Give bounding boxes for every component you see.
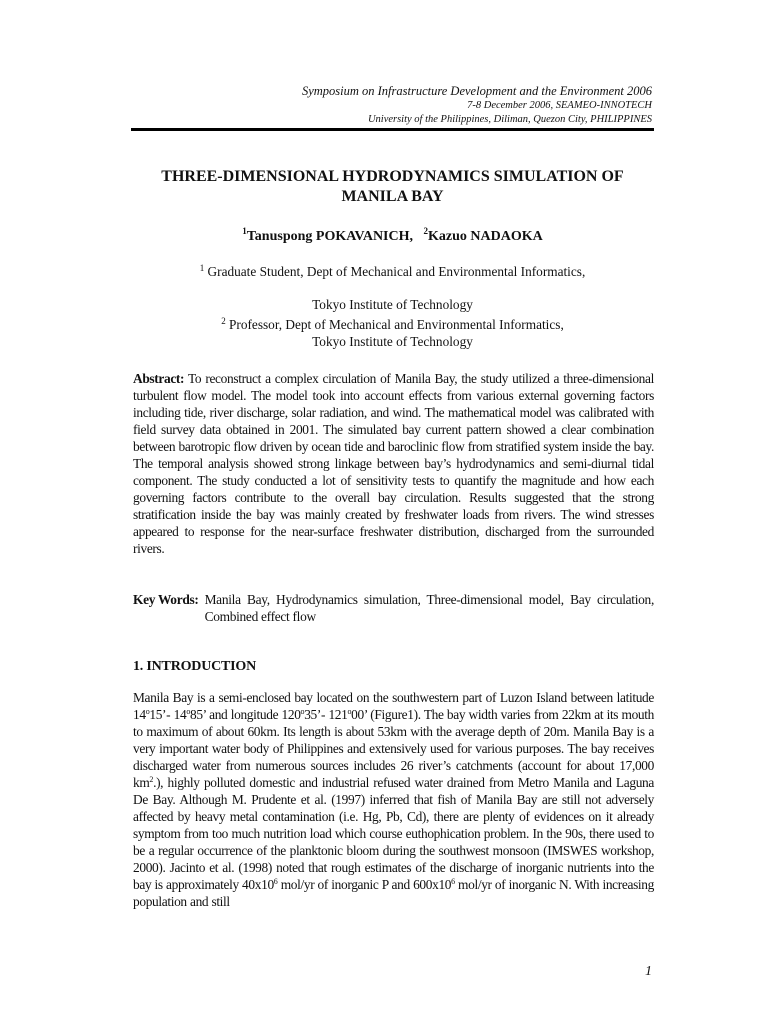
- keywords-label: Key Words:: [133, 592, 199, 607]
- degree-symbol: o: [186, 707, 190, 716]
- page-number: 1: [645, 964, 652, 979]
- title-line-2: MANILA BAY: [341, 188, 444, 205]
- intro-text: mol/yr of inorganic P and 600x10: [277, 877, 452, 892]
- paper-title: [131, 167, 654, 207]
- author-1-marker: 1: [242, 226, 247, 236]
- abstract-text: To reconstruct a complex circulation of Manila Bay, the study utilized a three-dimensional turbulent flow model. The model took into account effects from various external governing factors including tide, river discharge, solar radiation, and wind. The mathematical model was calibrated with field survey data obtained in 2001. The simulated bay current pattern showed a clear combination between barotropic flow driven by ocean tide and baroclinic flow from stratified system inside the bay. The temporal analysis showed strong linkage between bay’s hydrodynamics and semi-diurnal tidal component. The study conducted a lot of sensitivity tests to quantify the magnitude and how each governing factors contribute to the overall bay circulation. Results suggested that the strong stratification inside the bay was mainly created by freshwater loads from rivers. The wind stresses appeared to response for the near-surface freshwater distribution, discharged from the surrounded rivers.: [133, 371, 654, 556]
- affiliation-1-line-2: Tokyo Institute of Technology: [312, 297, 473, 312]
- conference-name: Symposium on Infrastructure Development and the Environment 2006: [301, 84, 652, 98]
- author-1-name: Tanuspong POKAVANICH,: [246, 229, 414, 244]
- intro-text: 35’- 121: [304, 707, 348, 722]
- affiliation-1-text: Graduate Student, Dept of Mechanical and Environmental Informatics,: [207, 264, 586, 279]
- affiliation-1-line-1: [131, 260, 654, 280]
- degree-symbol: o: [347, 707, 352, 716]
- section-heading-introduction: 1. INTRODUCTION: [133, 659, 257, 674]
- intro-text: 00’ (Figure1). The bay width varies from 22km at its mouth to maximum of about 60km. Its length is about 53km with the average depth of 20m. Manila Bay is a very important water body of Philippines and extensively used for various purposes. The bay receives discharged water from numerous sources includes 26 river’s catchments (account for about 17,000 km: [133, 707, 654, 790]
- affiliation-2-line-2: Tokyo Institute of Technology: [312, 334, 473, 349]
- conference-date-venue: 7-8 December 2006, SEAMEO-INNOTECH: [467, 100, 652, 111]
- degree-symbol: o: [300, 707, 305, 716]
- conference-location: University of the Philippines, Diliman, Quezon City, PHILIPPINES: [367, 114, 652, 125]
- degree-symbol: o: [145, 707, 150, 716]
- affiliation-2-line-1: [131, 313, 654, 333]
- author-list: [131, 222, 654, 246]
- introduction-paragraph: [133, 689, 654, 910]
- affiliation-2-marker: 2: [221, 316, 226, 326]
- keywords: [133, 591, 654, 625]
- conference-header: [302, 84, 652, 127]
- intro-text: .), highly polluted domestic and industrial refused water drained from Metro Manila and Laguna De Bay. Although M. Prudente et al. (1997) inferred that fish of Manila Bay are still not adversely affected by heavy metal contamination (i.e. Hg, Pb, Cd), there are plenty of evidences on it already symptom from too much nutrition load which course euthophication problem. In the 90s, there used to be a regular occurrence of the planktonic bloom during the southwest monsoon (IMSWES workshop, 2000). Jacinto et al. (1998) noted that rough estimates of the discharge of inorganic nutrients into the bay is approximately 40x10: [133, 775, 654, 892]
- author-2-marker: 2: [423, 226, 429, 236]
- intro-text: 15’- 14: [149, 707, 187, 722]
- superscript-2: 2: [149, 775, 154, 784]
- intro-text: 85’ and longitude 120: [189, 707, 301, 722]
- intro-text: Manila Bay is a semi-enclosed bay located on the southwestern part of Luzon Island between latitude 14: [133, 690, 654, 722]
- abstract: [133, 370, 654, 557]
- intro-text: mol/yr of inorganic N. With increasing population and still: [133, 877, 654, 909]
- keywords-text: Manila Bay, Hydrodynamics simulation, Three-dimensional model, Bay circulation, Combined effect flow: [204, 592, 654, 624]
- author-2-name: Kazuo NADAOKA: [428, 229, 543, 244]
- header-rule: [131, 128, 654, 131]
- superscript-6: 6: [273, 877, 278, 886]
- title-line-1: THREE-DIMENSIONAL HYDRODYNAMICS SIMULATION OF: [161, 168, 624, 185]
- affiliation-2-text: Professor, Dept of Mechanical and Environmental Informatics,: [229, 317, 564, 332]
- affiliations: [131, 260, 654, 350]
- superscript-6: 6: [451, 877, 455, 886]
- abstract-label: Abstract:: [133, 371, 185, 386]
- affiliation-1-marker: 1: [199, 263, 205, 273]
